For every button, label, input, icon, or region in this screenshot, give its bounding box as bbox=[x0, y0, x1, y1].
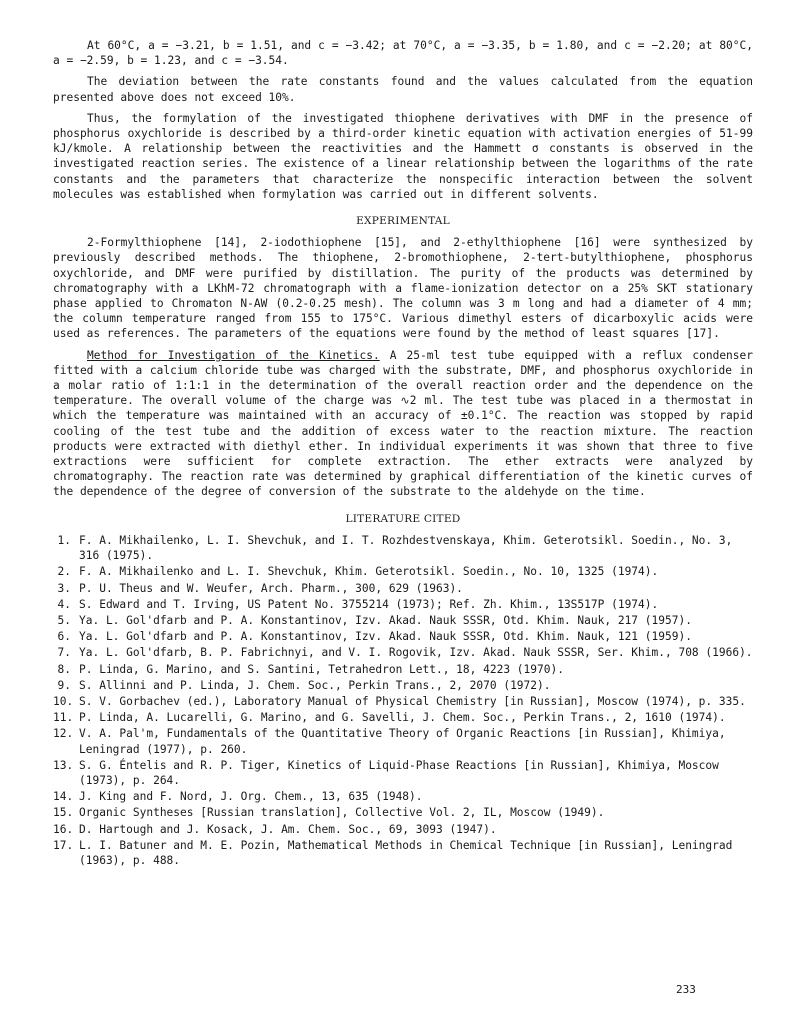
reference-list bbox=[53, 533, 753, 868]
reference-text: V. A. Pal'm, Fundamentals of the Quantitative Theory of Organic Reactions [in Russian], Khimiya, Leningrad (1977), p. 260. bbox=[79, 727, 726, 756]
reference-item bbox=[53, 758, 753, 788]
reference-text: Ya. L. Gol'dfarb and P. A. Konstantinov, Izv. Akad. Nauk SSSR, Otd. Khim. Nauk, 217 (1957). bbox=[79, 613, 692, 627]
reference-item bbox=[53, 694, 753, 709]
reference-number: 5. bbox=[57, 613, 71, 627]
reference-text: Organic Syntheses [Russian translation], Collective Vol. 2, IL, Moscow (1949). bbox=[79, 806, 605, 820]
reference-text: P. Linda, A. Lucarelli, G. Marino, and G. Savelli, J. Chem. Soc., Perkin Trans., 2, 1610 (1974). bbox=[79, 711, 726, 725]
reference-number: 12. bbox=[53, 727, 74, 741]
reference-number: 8. bbox=[57, 662, 71, 676]
paragraph-constants: At 60°C, a = −3.21, b = 1.51, and c = −3.42; at 70°C, a = −3.35, b = 1.80, and c = −2.20; at 80°C, a = −2.59, b = 1.23, and c = −3.54. bbox=[53, 39, 753, 68]
paragraph-deviation: The deviation between the rate constants found and the values calculated from the equation presented above does not exceed 10%. bbox=[53, 75, 753, 104]
reference-text: Ya. L. Gol'dfarb, B. P. Fabrichnyi, and V. I. Rogovik, Izv. Akad. Nauk SSSR, Ser. Khim., 708 (1966). bbox=[79, 646, 753, 660]
method-title: Method for Investigation of the Kinetics. bbox=[87, 348, 380, 362]
reference-text: S. G. Éntelis and R. P. Tiger, Kinetics of Liquid-Phase Reactions [in Russian], Khimiya, Moscow (1973), p. 264. bbox=[79, 758, 719, 787]
reference-item bbox=[53, 678, 753, 693]
reference-text: Ya. L. Gol'dfarb and P. A. Konstantinov, Izv. Akad. Nauk SSSR, Otd. Khim. Nauk, 121 (1959). bbox=[79, 630, 692, 644]
reference-text: P. U. Theus and W. Weufer, Arch. Pharm., 300, 629 (1963). bbox=[79, 581, 463, 595]
reference-number: 7. bbox=[57, 646, 71, 660]
reference-text: D. Hartough and J. Kosack, J. Am. Chem. Soc., 69, 3093 (1947). bbox=[79, 822, 497, 836]
reference-item bbox=[53, 629, 753, 644]
reference-item bbox=[53, 710, 753, 725]
reference-number: 4. bbox=[57, 597, 71, 611]
reference-item bbox=[53, 597, 753, 612]
reference-number: 3. bbox=[57, 581, 71, 595]
reference-text: F. A. Mikhailenko and L. I. Shevchuk, Khim. Geterotsikl. Soedin., No. 10, 1325 (1974). bbox=[79, 565, 659, 579]
paragraph-method bbox=[53, 348, 753, 500]
reference-number: 6. bbox=[57, 630, 71, 644]
reference-number: 16. bbox=[53, 822, 74, 836]
reference-number: 2. bbox=[57, 565, 71, 579]
method-text: A 25-ml test tube equipped with a reflux condenser fitted with a calcium chloride tube was charged with the substrate, DMF, and phosphorus oxychloride in a molar ratio of 1:1:1 in the determination of the overall reaction order and the dependence on the temperature. The overall volume of the charge was ∿2 ml. The test tube was placed in a thermostat in which the temperature was maintained with an accuracy of ±0.1°C. The reaction was stopped by rapid cooling of the test tube and the addition of excess water to the reaction mixture. The reaction products were extracted with diethyl ether. In individual experiments it was shown that three to five extractions were sufficient for complete extraction. The ether extracts were analyzed by chromatography. The reaction rate was determined by graphical differentiation of the kinetic curves of the dependence of the degree of conversion of the substrate to the aldehyde on the time. bbox=[53, 348, 753, 499]
page-number: 233 bbox=[676, 983, 696, 996]
reference-item bbox=[53, 789, 753, 804]
reference-item bbox=[53, 662, 753, 677]
reference-item bbox=[53, 838, 753, 868]
reference-text: P. Linda, G. Marino, and S. Santini, Tetrahedron Lett., 18, 4223 (1970). bbox=[79, 662, 564, 676]
reference-text: F. A. Mikhailenko, L. I. Shevchuk, and I. T. Rozhdestvenskaya, Khim. Geterotsikl. Soedin., No. 3, 316 (1975). bbox=[79, 533, 733, 563]
reference-number: 1. bbox=[57, 533, 71, 547]
page-body bbox=[53, 38, 753, 869]
reference-item bbox=[53, 645, 753, 660]
reference-item bbox=[53, 613, 753, 628]
reference-text: S. Allinni and P. Linda, J. Chem. Soc., Perkin Trans., 2, 2070 (1972). bbox=[79, 678, 551, 692]
reference-item bbox=[53, 533, 753, 563]
reference-text: L. I. Batuner and M. E. Pozin, Mathematical Methods in Chemical Technique [in Russian], Leningrad (1963), p. 488. bbox=[79, 838, 733, 867]
reference-text: S. V. Gorbachev (ed.), Laboratory Manual of Physical Chemistry [in Russian], Moscow (1974), p. 335. bbox=[79, 694, 746, 708]
reference-number: 9. bbox=[57, 678, 71, 692]
reference-number: 10. bbox=[53, 694, 74, 708]
experimental-heading: EXPERIMENTAL bbox=[356, 215, 450, 228]
reference-item bbox=[53, 564, 753, 579]
paragraph-experimental: 2-Formylthiophene [14], 2-iodothiophene [15], and 2-ethylthiophene [16] were synthesized by previously described methods. The thiophene, 2-bromothiophene, 2-tert-butylthiophene, phosphorus oxychloride, and DMF were purified by distillation. The purity of the products was determined by chromatography with a LKhM-72 chromatograph with a flame-ionization detector on a 25% SKT stationary phase applied to Chromaton N-AW (0.2-0.25 mesh). The column was 3 m long and had a diameter of 4 mm; the column temperature ranged from 155 to 175°C. Various dimethyl esters of dicarboxylic acids were used as references. The parameters of the equations were found by the method of least squares [17]. bbox=[53, 236, 753, 341]
reference-number: 14. bbox=[53, 790, 74, 804]
reference-number: 17. bbox=[53, 838, 74, 852]
reference-text: J. King and F. Nord, J. Org. Chem., 13, 635 (1948). bbox=[79, 790, 423, 804]
reference-item bbox=[53, 805, 753, 820]
reference-item bbox=[53, 581, 753, 596]
reference-item bbox=[53, 726, 753, 756]
reference-number: 13. bbox=[53, 758, 74, 772]
reference-number: 15. bbox=[53, 806, 74, 820]
paragraph-conclusion: Thus, the formylation of the investigated thiophene derivatives with DMF in the presence of phosphorus oxychloride is described by a third-order kinetic equation with activation energies of 51-99 kJ/kmole. A relationship between the reactivities and the Hammett σ constants is observed in the investigated reaction series. The existence of a linear relationship between the logarithms of the rate constants and the parameters that characterize the nonspecific interaction between the solvent molecules was established when formylation was carried out in different solvents. bbox=[53, 111, 753, 201]
reference-item bbox=[53, 822, 753, 837]
literature-heading: LITERATURE CITED bbox=[345, 512, 461, 525]
reference-text: S. Edward and T. Irving, US Patent No. 3755214 (1973); Ref. Zh. Khim., 13S517P (1974). bbox=[79, 597, 659, 611]
reference-number: 11. bbox=[53, 711, 74, 725]
